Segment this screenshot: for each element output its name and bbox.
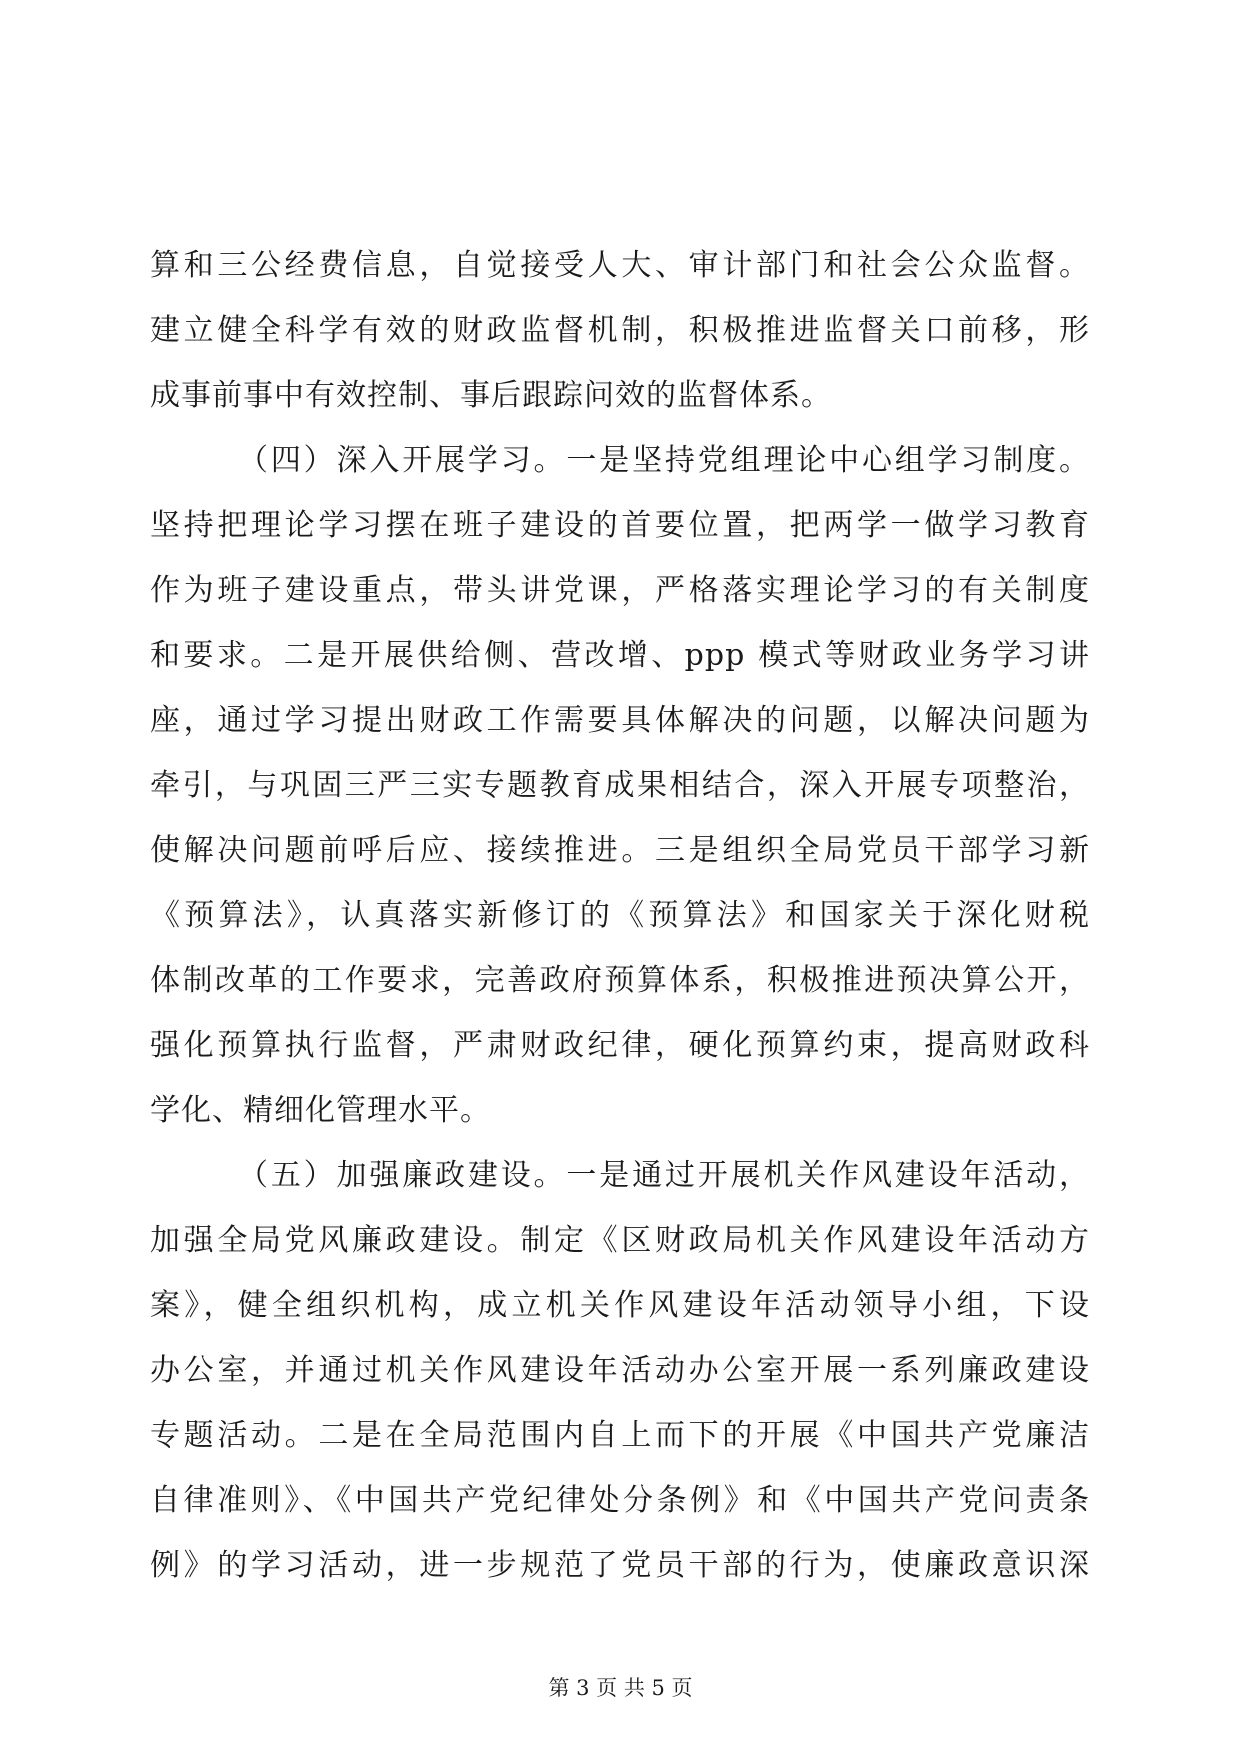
text-line: 作为班子建设重点，带头讲党课，严格落实理论学习的有关制度 [150,573,1090,608]
text-line: 学化、精细化管理水平。 [150,1093,491,1128]
text-line: 专题活动。二是在全局范围内自上而下的开展《中国共产党廉洁 [150,1418,1090,1453]
text-line: 体制改革的工作要求，完善政府预算体系，积极推进预决算公开， [150,963,1090,998]
text-line: 自律准则》、《中国共产党纪律处分条例》和《中国共产党问责条 [150,1483,1090,1518]
document-body [150,233,1090,1598]
text-line: 座，通过学习提出财政工作需要具体解决的问题，以解决问题为 [150,703,1090,738]
text-line: 《预算法》，认真落实新修订的《预算法》和国家关于深化财税 [150,898,1090,933]
text-line: 案》，健全组织机构，成立机关作风建设年活动领导小组，下设 [150,1288,1090,1323]
text-line: 强化预算执行监督，严肃财政纪律，硬化预算约束，提高财政科 [150,1028,1090,1063]
page-footer: 第 3 页 共 5 页 [548,1676,693,1700]
text-line: 办公室，并通过机关作风建设年活动办公室开展一系列廉政建设 [150,1353,1090,1388]
text-line: 牵引，与巩固三严三实专题教育成果相结合，深入开展专项整治， [150,768,1090,803]
text-line: 例》的学习活动，进一步规范了党员干部的行为，使廉政意识深 [150,1548,1090,1583]
text-line: 坚持把理论学习摆在班子建设的首要位置，把两学一做学习教育 [150,508,1090,543]
text-line: 和要求。二是开展供给侧、营改增、ppp 模式等财政业务学习讲 [150,638,1090,673]
text-line: 成事前事中有效控制、事后跟踪问效的监督体系。 [150,378,832,413]
text-line: （五）加强廉政建设。一是通过开展机关作风建设年活动， [238,1158,1090,1193]
text-line: 算和三公经费信息，自觉接受人大、审计部门和社会公众监督。 [150,248,1090,283]
text-line: 建立健全科学有效的财政监督机制，积极推进监督关口前移，形 [150,313,1090,348]
text-line: （四）深入开展学习。一是坚持党组理论中心组学习制度。 [238,443,1090,478]
text-line: 使解决问题前呼后应、接续推进。三是组织全局党员干部学习新 [150,833,1090,868]
text-line: 加强全局党风廉政建设。制定《区财政局机关作风建设年活动方 [150,1223,1090,1258]
